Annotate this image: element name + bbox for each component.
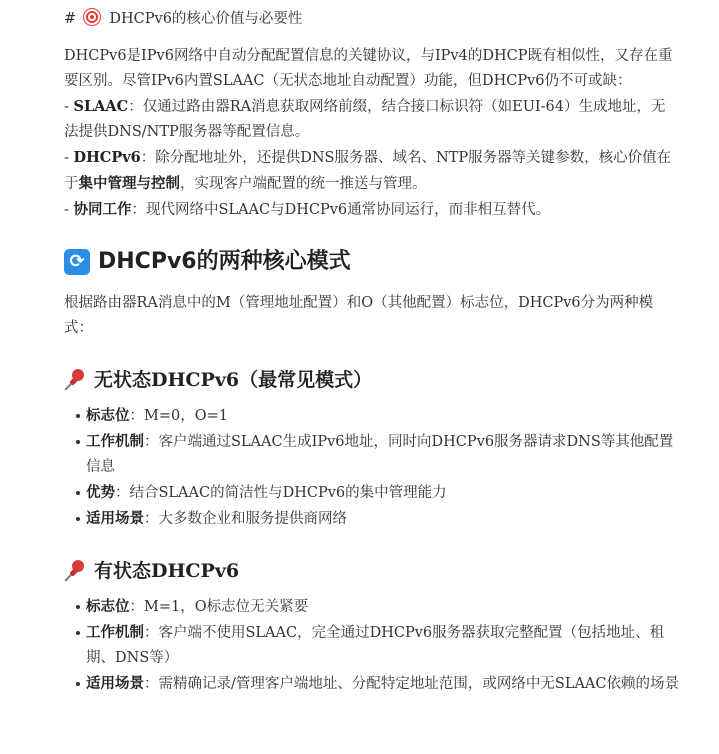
item-label: 优势 <box>86 484 115 501</box>
subheading-title: 有状态DHCPv6 <box>94 560 240 582</box>
pushpin-icon <box>64 559 88 583</box>
item-separator: ： <box>115 485 130 501</box>
item-separator: ： <box>131 202 147 218</box>
dash-prefix: - <box>64 202 74 218</box>
item-separator: ： <box>144 434 159 450</box>
dash-item-dhcpv6 <box>64 145 679 197</box>
item-text: 结合SLAAC的简洁性与DHCPv6的集中管理能力 <box>129 485 447 501</box>
dash-prefix: - <box>64 99 74 115</box>
dash-prefix: - <box>64 150 74 166</box>
heading-text: DHCPv6的核心价值与必要性 <box>109 11 303 27</box>
item-label: 协同工作 <box>73 201 132 218</box>
raw-markdown-heading <box>64 6 679 32</box>
item-separator: ： <box>144 511 159 527</box>
item-separator: ： <box>128 99 143 115</box>
pushpin-icon <box>64 368 88 392</box>
list-item <box>76 620 679 671</box>
item-label: 标志位 <box>86 407 130 424</box>
section-heading-modes <box>64 245 679 279</box>
list-item <box>76 671 679 697</box>
item-separator: ： <box>144 676 159 692</box>
item-text: M=0，O=1 <box>144 408 228 424</box>
section-title: DHCPv6的两种核心模式 <box>98 249 351 274</box>
target-icon <box>83 8 101 26</box>
item-text: 需精确记录/管理客户端地址、分配特定地址范围，或网络中无SLAAC依赖的场景 <box>158 676 679 692</box>
list-item <box>76 506 679 532</box>
dash-item-cooperation <box>64 197 679 223</box>
list-item <box>76 403 679 429</box>
subheading-stateful <box>64 556 679 586</box>
list-item <box>76 429 679 480</box>
item-separator: ： <box>144 625 159 641</box>
item-text: 现代网络中SLAAC与DHCPv6通常协同运行，而非相互替代。 <box>146 202 551 218</box>
subheading-title: 无状态DHCPv6（最常见模式） <box>94 369 373 391</box>
dash-item-slaac <box>64 94 679 145</box>
item-label: SLAAC <box>73 98 129 115</box>
item-text: 仅通过路由器RA消息获取网络前缀，结合接口标识符（如EUI-64）生成地址，无法提供DNS/NTP服务器等配置信息。 <box>64 99 666 140</box>
item-bold-phrase: 集中管理与控制 <box>78 175 180 192</box>
list-item <box>76 480 679 506</box>
item-label: 工作机制 <box>86 624 144 641</box>
item-label: 适用场景 <box>86 510 144 527</box>
item-label: 适用场景 <box>86 675 144 692</box>
item-label: DHCPv6 <box>73 149 141 166</box>
intro-paragraph: DHCPv6是IPv6网络中自动分配配置信息的关键协议，与IPv4的DHCP既有相似性，又存在重要区别。尽管IPv6内置SLAAC（无状态地址自动配置）功能，但DHCPv6仍不可或缺： <box>64 48 673 89</box>
item-text: M=1，O标志位无关紧要 <box>144 599 309 615</box>
item-label: 工作机制 <box>86 433 144 450</box>
section-intro: 根据路由器RA消息中的M（管理地址配置）和O（其他配置）标志位，DHCPv6分为两种模式： <box>64 295 654 336</box>
item-separator: ： <box>129 408 144 424</box>
item-separator: ： <box>129 599 144 615</box>
item-text-before: 除分配地址外，还提供DNS服务器、域名、NTP服务器等关键参数，核心价值在于 <box>64 150 672 192</box>
stateful-list <box>64 594 679 697</box>
subheading-stateless <box>64 365 679 395</box>
list-item <box>76 594 679 620</box>
item-text: 大多数企业和服务提供商网络 <box>158 511 347 527</box>
item-text: 客户端不使用SLAAC，完全通过DHCPv6服务器获取完整配置（包括地址、租期、DNS等） <box>86 625 665 666</box>
item-separator: ： <box>140 150 156 166</box>
hash-mark: # <box>64 11 77 27</box>
item-text-after: ，实现客户端配置的统一推送与管理。 <box>180 176 427 192</box>
stateless-list <box>64 403 679 532</box>
arrows-cycle-icon: ⟳ <box>64 249 90 275</box>
item-text: 客户端通过SLAAC生成IPv6地址，同时向DHCPv6服务器请求DNS等其他配置信息 <box>86 434 674 475</box>
item-label: 标志位 <box>86 598 130 615</box>
